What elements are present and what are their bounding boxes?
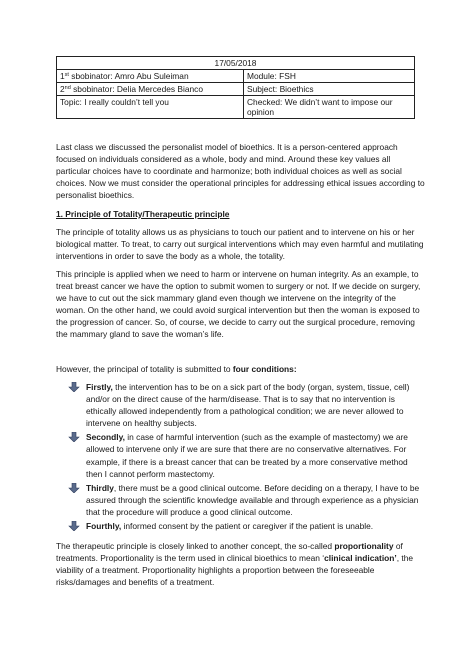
list-item: Thirdly, there must be a good clinical outcome. Before deciding on a therapy, I have to be assured through the scientific knowledge available and through experience as a physician that the procedure will produce a good clinical outcome. <box>68 482 424 518</box>
topic-cell: Topic: I really couldn’t tell you <box>57 96 244 119</box>
sbobinator-1-cell: 1st sbobinator: Amro Abu Suleiman <box>57 70 244 83</box>
paragraph-totality: The principle of totality allows us as physicians to touch our patient and to intervene on his or her biological matter. To treat, to carry out surgical interventions which may even harmful and mutilating interventions in order to save the body as a whole, the totality. <box>56 227 424 262</box>
arrow-down-icon <box>68 432 80 442</box>
arrow-down-icon <box>68 483 80 493</box>
header-table <box>56 56 415 119</box>
paragraph-breast-cancer-example: This principle is applied when we need to harm or intervene on human integrity. As an example, to treat breast cancer we have the option to submit women to surgery or not. If we decide on surgery, we have to cut out the sick mammary gland even though we intervene on the integrity of the woman. On the other hand, we could avoid surgical intervention but then the woman is exposed to the progression of cancer. So, of course, we decide to carry out the surgical procedure, removing the mammary gland to save the woman’s life. <box>56 269 421 340</box>
conditions-list <box>68 381 424 534</box>
date-cell: 17/05/2018 <box>57 57 415 70</box>
sbobinator-2-cell: 2nd sbobinator: Delia Mercedes Bianco <box>57 83 244 96</box>
list-item: Secondly, in case of harmful intervention (such as the example of mastectomy) we are allowed to intervene only if we are sure that there are no conservative alternatives. For example, if there is a breast cancer that can be treated by a more conservative method then I cannot perform mastectomy. <box>68 431 424 479</box>
paragraph-four-conditions: However, the principal of totality is submitted to four conditions: <box>56 364 297 374</box>
module-cell: Module: FSH <box>244 70 415 83</box>
section-heading: 1. Principle of Totality/Therapeutic principle <box>56 209 230 219</box>
arrow-down-icon <box>68 521 80 531</box>
subject-cell: Subject: Bioethics <box>244 83 415 96</box>
arrow-down-icon <box>68 382 80 392</box>
checked-cell: Checked: We didn’t want to impose our opinion <box>244 96 415 119</box>
paragraph-proportionality: The therapeutic principle is closely linked to another concept, the so-called proportionality of treatments. Proportionality is the term used in clinical bioethics to mean ‘clinical indication’, the viability of a treatment. Proportionality highlights a proportion between the foreseeable risks/damages and benefits of a treatment. <box>56 541 414 588</box>
list-item: Fourthly, informed consent by the patient or caregiver if the patient is unable. <box>68 520 424 532</box>
intro-paragraph: Last class we discussed the personalist model of bioethics. It is a person-centered approach focused on individuals considered as a whole, body and mind. Around these key values all particular choices have to coordinate and harmonize; both individual choices as well as social choices. Now we must consider the operational principles for addressing ethical issues according to personalist bioethics. <box>56 142 425 201</box>
list-item: Firstly, the intervention has to be on a sick part of the body (organ, system, tissue, cell) and/or on the direct cause of the harm/disease. That is to say that no intervention is ethically allowed independently from a pathological condition; we are never allowed to intervene on healthy subjects. <box>68 381 424 429</box>
